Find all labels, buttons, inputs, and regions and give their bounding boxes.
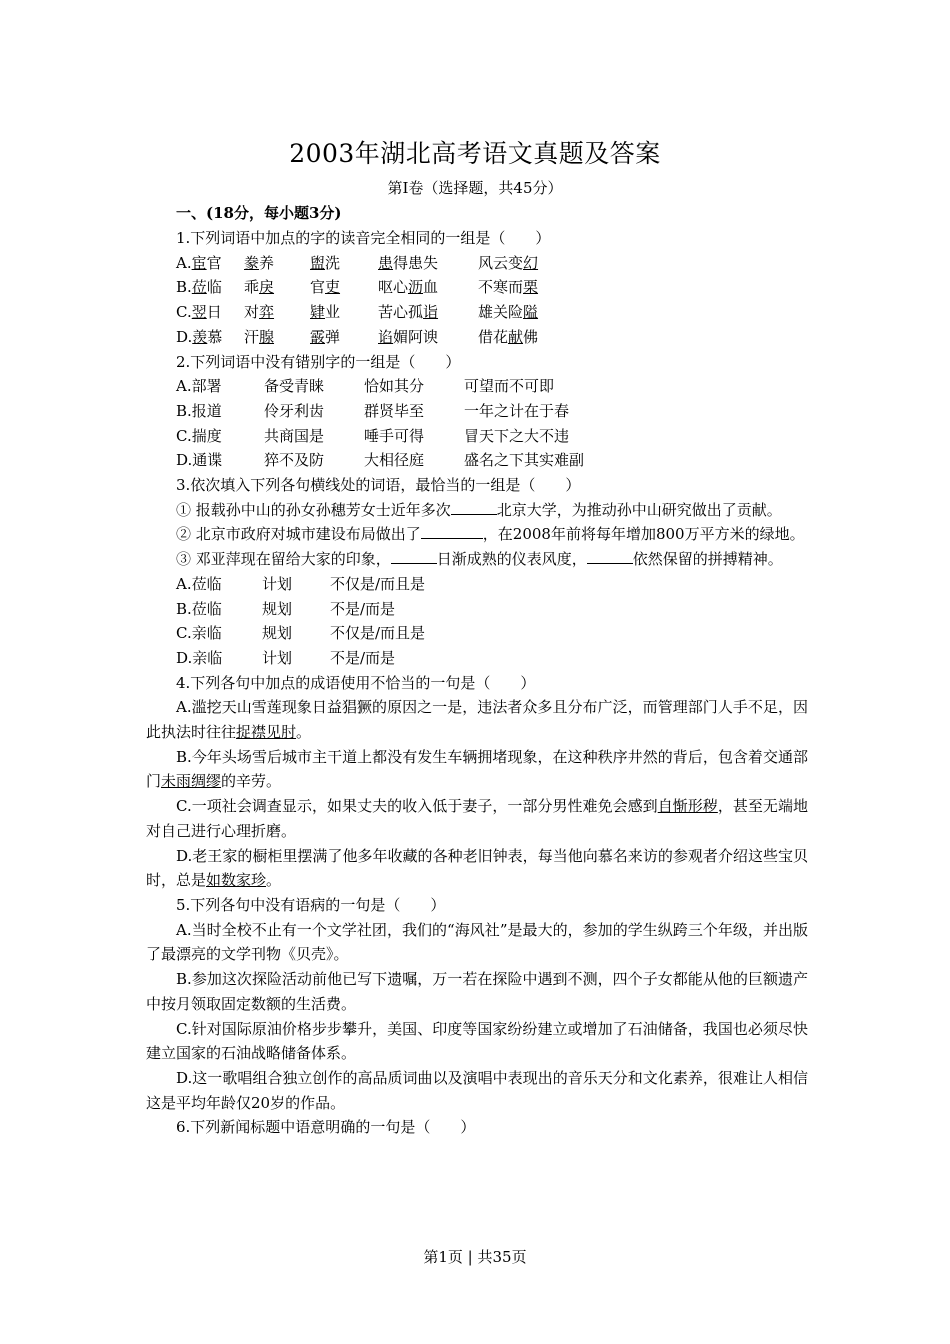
q3-option-c: C.亲临 规划 不仅是/而且是 xyxy=(176,624,426,643)
page-footer: 第1页 | 共35页 xyxy=(423,1248,527,1266)
fill-blank xyxy=(587,549,633,564)
q4-option-b: B.今年头场雪后城市主干道上都没有发生车辆拥堵现象，在这种秩序井然的背后，包含着交通部门未雨绸缪的辛劳。 xyxy=(146,747,808,791)
q2-option-d: D.通谍 猝不及防 大相径庭 盛名之下其实难副 xyxy=(176,451,585,470)
q4-option-c: C.一项社会调查显示，如果丈夫的收入低于妻子，一部分男性难免会感到自惭形秽，甚至无端地对自己进行心理折磨。 xyxy=(146,797,808,840)
q1-option-a: A.宦官 豢养 盥洗 患得患失 风云变幻 xyxy=(176,253,539,272)
question-3-stem: 3.依次填入下列各句横线处的词语，最恰当的一组是（ ） xyxy=(176,476,581,495)
question-2-stem: 2.下列词语中没有错别字的一组是（ ） xyxy=(176,352,461,371)
fill-blank xyxy=(391,549,437,564)
q1-option-c: C.翌日 对弈 肄业 苦心孤诣 雄关险隘 xyxy=(176,303,539,322)
page-title: 2003年湖北高考语文真题及答案 xyxy=(289,139,661,168)
q5-option-c: C.针对国际原油价格步步攀升，美国、印度等国家纷纷建立或增加了石油储备，我国也必须尽快建立国家的石油战略储备体系。 xyxy=(146,1019,808,1063)
q5-option-b: B.参加这次探险活动前他已写下遗嘱，万一若在探险中遇到不测，四个子女都能从他的巨额遗产中按月领取固定数额的生活费。 xyxy=(146,970,808,1013)
q3-sentence-2: ② 北京市政府对城市建设布局做出了 ，在2008年前将每年增加800万平方米的绿地。 xyxy=(176,525,805,544)
question-5-stem: 5.下列各句中没有语病的一句是（ ） xyxy=(176,895,446,914)
q1-option-d: D.羡慕 汗腺 霰弹 谄媚阿谀 借花献佛 xyxy=(176,327,539,346)
q5-option-a: A.当时全校不止有一个文学社团，我们的“海风社”是最大的，参加的学生纵跨三个年级，并出版了最漂亮的文学刊物《贝壳》。 xyxy=(146,920,808,964)
q3-sentence-3: ③ 邓亚萍现在留给大家的印象， 日渐成熟的仪表风度， 依然保留的拼搏精神。 xyxy=(176,550,783,569)
q1-option-b: B.莅临 乖戾 官吏 呕心沥血 不寒而栗 xyxy=(176,278,539,297)
section-heading: 一、(18分，每小题3分) xyxy=(176,204,342,222)
fill-blank xyxy=(451,500,497,515)
q2-option-c: C.揣度 共商国是 唾手可得 冒天下之大不违 xyxy=(176,426,570,445)
q3-option-a: A.莅临 计划 不仅是/而且是 xyxy=(176,574,426,593)
question-body xyxy=(146,226,808,1140)
q4-option-a: A.滥挖天山雪莲现象日益猖獗的原因之一是，违法者众多且分布广泛，而管理部门人手不足，因此执法时往往捉襟见肘。 xyxy=(146,698,808,742)
section-subtitle: 第I卷（选择题，共45分） xyxy=(387,179,563,197)
q2-option-b: B.报道 伶牙利齿 群贤毕至 一年之计在于春 xyxy=(176,401,570,420)
q2-option-a: A.部署 备受青睐 恰如其分 可望而不可即 xyxy=(176,377,555,396)
q3-option-b: B.莅临 规划 不是/而是 xyxy=(176,599,396,618)
fill-blank xyxy=(421,524,483,539)
q5-option-d: D.这一歌唱组合独立创作的高品质词曲以及演唱中表现出的音乐天分和文化素养，很难让人相信这是平均年龄仅20岁的作品。 xyxy=(146,1068,808,1112)
question-4-stem: 4.下列各句中加点的成语使用不恰当的一句是（ ） xyxy=(176,673,536,692)
question-6-stem: 6.下列新闻标题中语意明确的一句是（ ） xyxy=(176,1118,476,1137)
q3-sentence-1: ① 报载孙中山的孙女孙穗芳女士近年多次 北京大学，为推动孙中山研究做出了贡献。 xyxy=(176,500,782,519)
q4-option-d: D.老王家的橱柜里摆满了他多年收藏的各种老旧钟表，每当他向慕名来访的参观者介绍这些宝贝时，总是如数家珍。 xyxy=(146,846,808,890)
question-1-stem: 1.下列词语中加点的字的读音完全相同的一组是（ ） xyxy=(176,229,551,247)
q3-option-d: D.亲临 计划 不是/而是 xyxy=(176,648,396,667)
